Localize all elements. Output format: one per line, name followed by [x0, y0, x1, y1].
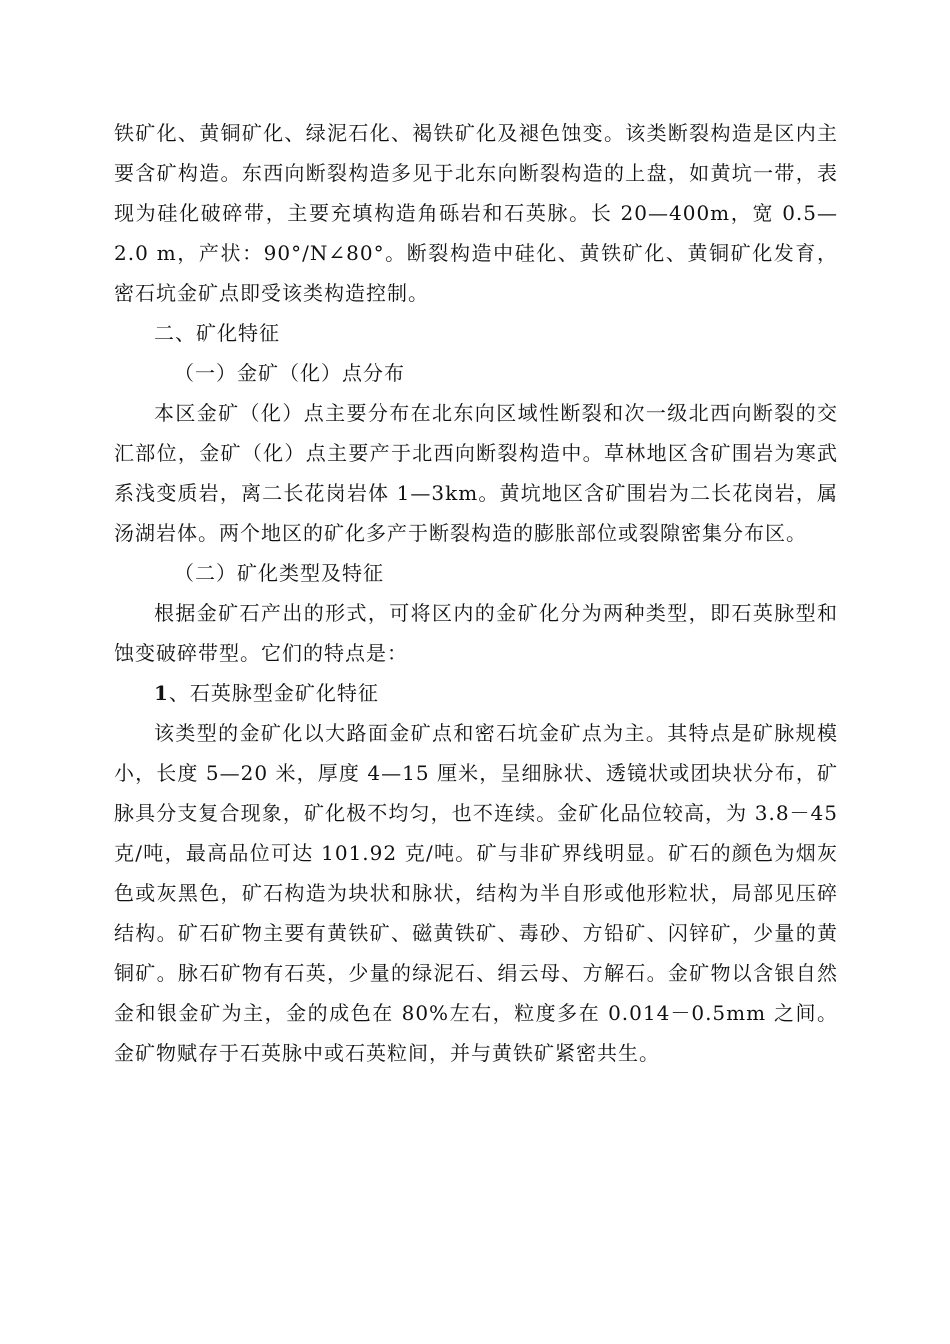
subsection-title-distribution: （一）金矿（化）点分布: [174, 361, 405, 385]
item-title-quartz-vein: [114, 673, 838, 713]
document-body: [114, 113, 838, 1073]
paragraph-distribution: 本区金矿（化）点主要分布在北东向区域性断裂和次一级北西向断裂的交汇部位，金矿（化）点主要产于北西向断裂构造中。草林地区含矿围岩为寒武系浅变质岩，离二长花岗岩体 1—3km。黄坑地区含矿围岩为二长花岗岩，属汤湖岩体。两个地区的矿化多产于断裂构造的膨胀部位或裂隙密集分布区。: [114, 401, 838, 545]
item-number: 1: [154, 681, 169, 705]
item-title-text: 、石英脉型金矿化特征: [168, 681, 379, 705]
subsection-title-types: （二）矿化类型及特征: [174, 561, 384, 585]
paragraph-types: 根据金矿石产出的形式，可将区内的金矿化分为两种类型，即石英脉型和蚀变破碎带型。它们的特点是：: [114, 601, 838, 665]
paragraph-fault-structure: 铁矿化、黄铜矿化、绿泥石化、褐铁矿化及褪色蚀变。该类断裂构造是区内主要含矿构造。东西向断裂构造多见于北东向断裂构造的上盘，如黄坑一带，表现为硅化破碎带，主要充填构造角砾岩和石英脉。长 20—400m，宽 0.5—2.0 m，产状：90°/N∠80°。断裂构造中硅化、黄铁矿化、黄铜矿化发育，密石坑金矿点即受该类构造控制。: [114, 121, 838, 305]
section-title-mineralization: 二、矿化特征: [154, 321, 280, 345]
paragraph-quartz-vein: 该类型的金矿化以大路面金矿点和密石坑金矿点为主。其特点是矿脉规模小，长度 5—20 米，厚度 4—15 厘米，呈细脉状、透镜状或团块状分布，矿脉具分支复合现象，矿化极不均匀，也不连续。金矿化品位较高，为 3.8－45 克/吨，最高品位可达 101.92 克/吨。矿与非矿界线明显。矿石的颜色为烟灰色或灰黑色，矿石构造为块状和脉状，结构为半自形或他形粒状，局部见压碎结构。矿石矿物主要有黄铁矿、磁黄铁矿、毒砂、方铅矿、闪锌矿，少量的黄铜矿。脉石矿物有石英，少量的绿泥石、绢云母、方解石。金矿物以含银自然金和银金矿为主，金的成色在 80%左右，粒度多在 0.014－0.5mm 之间。金矿物赋存于石英脉中或石英粒间，并与黄铁矿紧密共生。: [114, 721, 838, 1065]
